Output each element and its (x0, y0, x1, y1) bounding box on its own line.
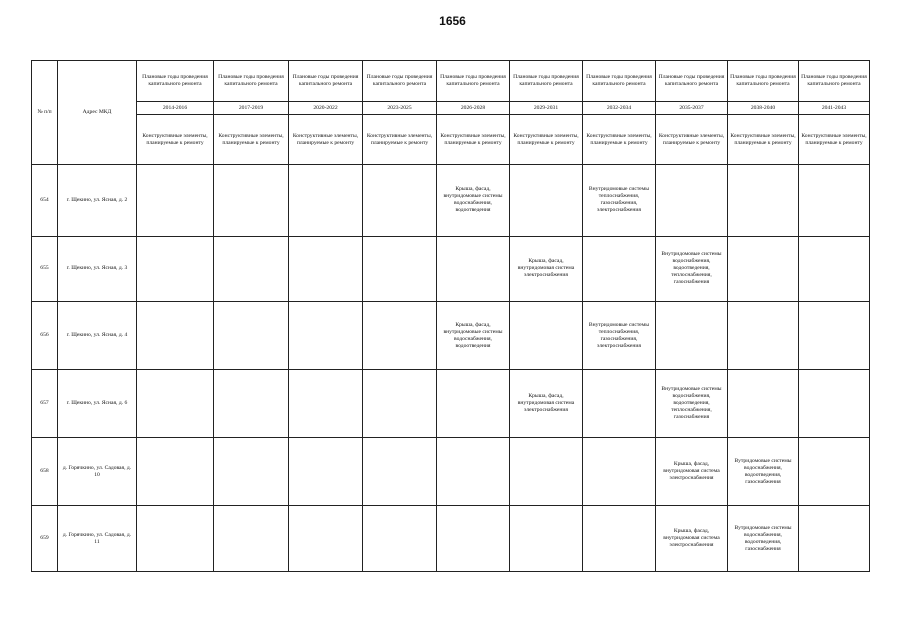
elements-header: Конструктивные элементы, планируемые к ремонту (799, 115, 870, 165)
repair-cell (583, 437, 656, 506)
period-header: 2026-2028 (437, 102, 510, 115)
repair-cell (137, 165, 214, 237)
table-row (32, 165, 870, 237)
repair-cell (289, 437, 363, 506)
row-number: 655 (32, 236, 58, 301)
repair-cell (728, 236, 799, 301)
period-header: 2041-2043 (799, 102, 870, 115)
period-header: 2017-2019 (214, 102, 289, 115)
planned-years-header: Плановые годы проведения капитального ремонта (289, 61, 363, 102)
period-header: 2035-2037 (656, 102, 728, 115)
elements-header: Конструктивные элементы, планируемые к ремонту (137, 115, 214, 165)
repair-cell (363, 506, 437, 572)
repair-cell: Крыша, фасад, внутридомовая система электроснабжения (510, 236, 583, 301)
repair-cell: Крыша, фасад, внутридомовая система электроснабжения (656, 437, 728, 506)
table-row (32, 370, 870, 437)
page-number: 1656 (439, 14, 466, 28)
elements-header: Конструктивные элементы, планируемые к ремонту (437, 115, 510, 165)
repair-cell (656, 301, 728, 370)
repair-cell (289, 506, 363, 572)
repair-cell (289, 370, 363, 437)
repair-cell (214, 301, 289, 370)
repair-cell: Крыша, фасад, внутридомовая система электроснабжения (656, 506, 728, 572)
repair-cell (799, 165, 870, 237)
repair-cell (437, 370, 510, 437)
repair-cell (363, 165, 437, 237)
elements-header: Конструктивные элементы, планируемые к ремонту (583, 115, 656, 165)
repair-cell: Крыша, фасад, внутридомовые системы водоснабжения, водоотведения (437, 165, 510, 237)
elements-header: Конструктивные элементы, планируемые к ремонту (363, 115, 437, 165)
repair-cell (799, 301, 870, 370)
repair-cell: Вутридомовые системы водоснабжения, водоотведения, газоснабжения (728, 437, 799, 506)
row-number: 659 (32, 506, 58, 572)
repair-cell (583, 236, 656, 301)
period-header: 2038-2040 (728, 102, 799, 115)
planned-years-header: Плановые годы проведения капитального ремонта (437, 61, 510, 102)
elements-header: Конструктивные элементы, планируемые к ремонту (656, 115, 728, 165)
repair-cell (214, 165, 289, 237)
repair-cell (437, 236, 510, 301)
row-number: 657 (32, 370, 58, 437)
repair-cell (137, 370, 214, 437)
elements-header: Конструктивные элементы, планируемые к ремонту (289, 115, 363, 165)
repair-cell (214, 506, 289, 572)
repair-cell (583, 370, 656, 437)
repair-cell (137, 506, 214, 572)
repair-cell (137, 236, 214, 301)
repair-cell (289, 165, 363, 237)
repair-cell (728, 370, 799, 437)
repair-cell (214, 370, 289, 437)
row-number: 654 (32, 165, 58, 237)
table-body (32, 165, 870, 572)
header-row-planned-years (32, 61, 870, 102)
row-address: д. Горячкино, ул. Садовая, д. 10 (58, 437, 137, 506)
repair-cell: Крыша, фасад, внутридомовые системы водоснабжения, водоотведения (437, 301, 510, 370)
table-row (32, 506, 870, 572)
repair-cell (363, 370, 437, 437)
repair-cell (137, 437, 214, 506)
repair-cell (214, 437, 289, 506)
repair-cell (583, 506, 656, 572)
capital-repair-table (31, 60, 870, 572)
repair-cell (799, 437, 870, 506)
row-address: д. Горячкино, ул. Садовая, д. 11 (58, 506, 137, 572)
row-address: г. Щекино, ул. Ясная, д. 3 (58, 236, 137, 301)
row-number: 656 (32, 301, 58, 370)
repair-cell (799, 236, 870, 301)
header-row-elements (32, 115, 870, 165)
planned-years-header: Плановые годы проведения капитального ремонта (214, 61, 289, 102)
period-header: 2032-2034 (583, 102, 656, 115)
elements-header: Конструктивные элементы, планируемые к ремонту (214, 115, 289, 165)
repair-cell (510, 506, 583, 572)
repair-cell (437, 437, 510, 506)
row-address: г. Щекино, ул. Ясная, д. 4 (58, 301, 137, 370)
period-header: 2029-2031 (510, 102, 583, 115)
planned-years-header: Плановые годы проведения капитального ремонта (728, 61, 799, 102)
period-header: 2020-2022 (289, 102, 363, 115)
period-header: 2023-2025 (363, 102, 437, 115)
table-row (32, 236, 870, 301)
table-header (32, 61, 870, 165)
repair-cell (363, 301, 437, 370)
repair-cell (363, 437, 437, 506)
row-address: г. Щекино, ул. Ясная, д. 2 (58, 165, 137, 237)
repair-cell: Внутридомовые системы водоснабжения, водоотведения, теплоснабжения, газоснабжения (656, 236, 728, 301)
repair-cell (510, 301, 583, 370)
repair-cell (437, 506, 510, 572)
repair-cell (510, 437, 583, 506)
row-number: 658 (32, 437, 58, 506)
num-column-header: № п/п (32, 61, 58, 165)
planned-years-header: Плановые годы проведения капитального ремонта (137, 61, 214, 102)
header-row-periods (32, 102, 870, 115)
planned-years-header: Плановые годы проведения капитального ремонта (656, 61, 728, 102)
row-address: г. Щекино, ул. Ясная, д. 6 (58, 370, 137, 437)
period-header: 2014-2016 (137, 102, 214, 115)
address-column-header: Адрес МКД (58, 61, 137, 165)
repair-cell (656, 165, 728, 237)
repair-cell (728, 301, 799, 370)
elements-header: Конструктивные элементы, планируемые к ремонту (728, 115, 799, 165)
repair-cell (289, 236, 363, 301)
repair-cell (510, 165, 583, 237)
repair-cell: Внутридомовые системы теплоснабжения, газоснабжения, электроснабжения (583, 165, 656, 237)
elements-header: Конструктивные элементы, планируемые к ремонту (510, 115, 583, 165)
repair-cell: Внутридомовые системы теплоснабжения, газоснабжения, электроснабжения (583, 301, 656, 370)
planned-years-header: Плановые годы проведения капитального ремонта (510, 61, 583, 102)
table-row (32, 301, 870, 370)
repair-cell (289, 301, 363, 370)
repair-cell: Вутридомовые системы водоснабжения, водоотведения, газоснабжения (728, 506, 799, 572)
repair-cell: Внутридомовые системы водоснабжения, водоотведения, теплоснабжения, газоснабжения (656, 370, 728, 437)
planned-years-header: Плановые годы проведения капитального ремонта (363, 61, 437, 102)
table-row (32, 437, 870, 506)
repair-cell: Крыша, фасад, внутридомовая система электроснабжения (510, 370, 583, 437)
repair-cell (363, 236, 437, 301)
repair-cell (799, 370, 870, 437)
repair-cell (728, 165, 799, 237)
repair-cell (137, 301, 214, 370)
repair-cell (799, 506, 870, 572)
planned-years-header: Плановые годы проведения капитального ремонта (799, 61, 870, 102)
repair-cell (214, 236, 289, 301)
planned-years-header: Плановые годы проведения капитального ремонта (583, 61, 656, 102)
